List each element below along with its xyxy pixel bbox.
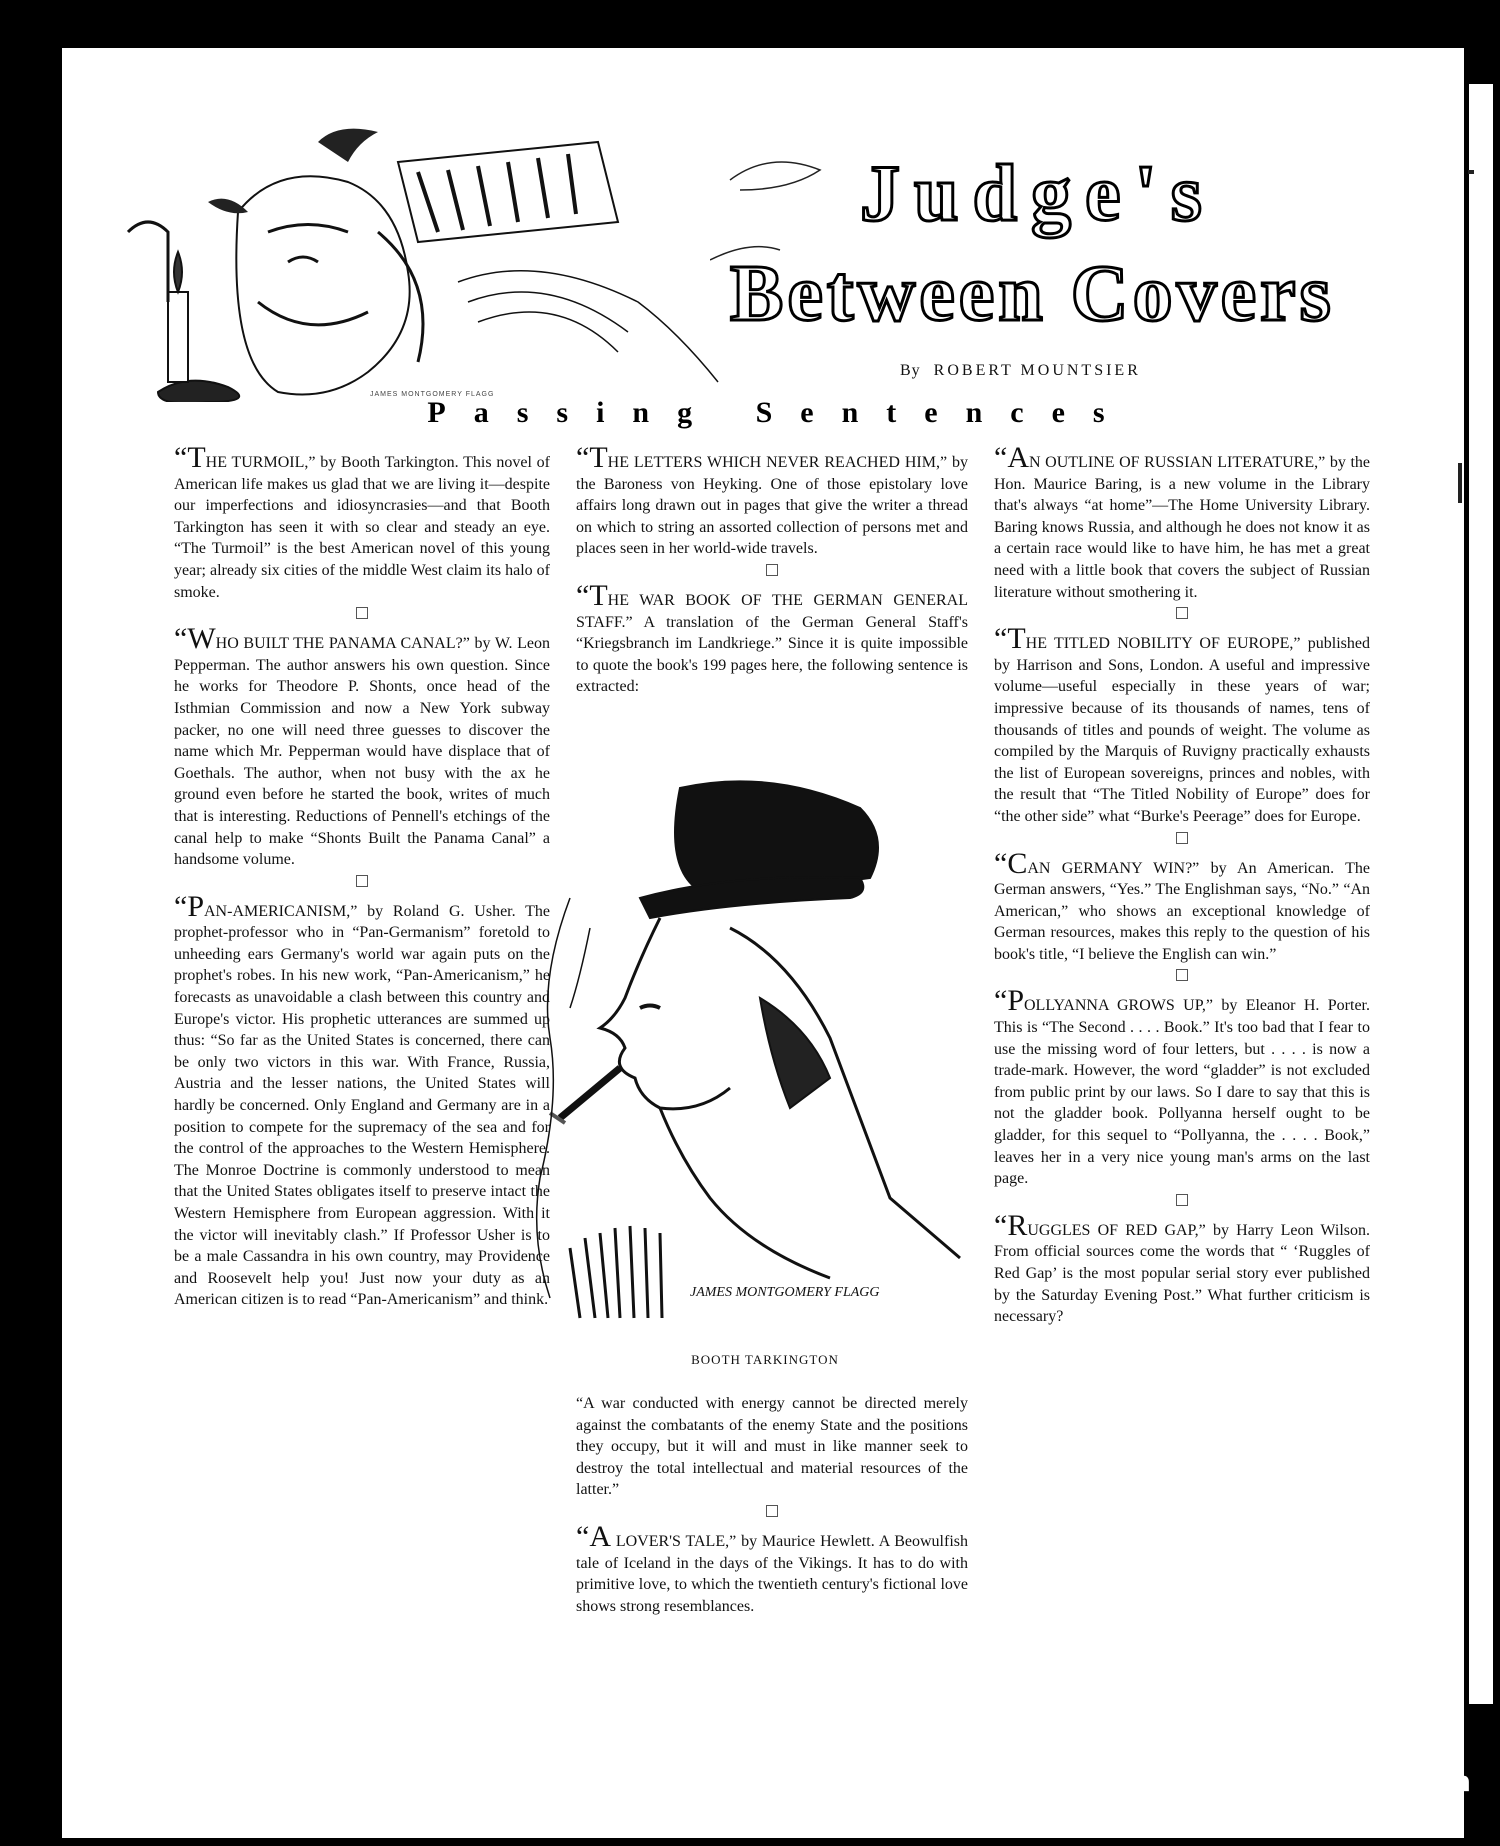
divider-icon xyxy=(356,607,368,619)
drop-cap: “T xyxy=(576,441,608,474)
column-3 xyxy=(994,441,1370,1328)
divider-icon xyxy=(1176,969,1188,981)
column-2 xyxy=(576,441,968,698)
review-text: LOVER'S TALE,” by Maurice Hewlett. A Beowulfish tale of Iceland in the days of the Vikings. It has to do with primitive love, to which the twentieth century's fictional love shows strong resemblances. xyxy=(576,1532,968,1615)
review-text: HE LETTERS WHICH NEVER REACHED HIM,” by the Baroness von Heyking. One of those epistolary love affairs long drawn out in pages that give the writer a thread on which to string an assorted collection of persons met and places seen in her world-wide travels. xyxy=(576,454,968,558)
column-1 xyxy=(174,441,550,1311)
review-entry xyxy=(174,889,550,1311)
review-entry xyxy=(174,622,550,871)
drop-cap: “T xyxy=(576,578,608,612)
divider-icon xyxy=(766,1505,778,1517)
review-text: HO BUILT THE PANAMA CANAL?” by W. Leon Pepperman. The author answers his own question. Since he works for Theodore P. Shonts, once head of the Isthmian Commission and now a New York subway packer, no one will need three guesses to discover the name which Mr. Pepperman would have displace that of Goethals. The author, when not busy with the ax he ground even before he started the book, writes of much that is interesting. Reductions of Pennell's etchings of the canal help to make “Shonts Built the Panama Canal” a handsome volume. xyxy=(174,635,550,869)
review-text: AN GERMANY WIN?” by An American. The German answers, “Yes.” The Englishman says, “No.” “An American,” who shows an exceptional knowledge of German resources, makes this reply to the question of his book's title, “I believe the English can win.” xyxy=(994,859,1370,963)
drop-cap: “T xyxy=(174,441,206,474)
review-text: AN-AMERICANISM,” by Roland G. Usher. The prophet-professor who in “Pan-Germanism” foretold to unheeding ears Germany's world war again puts on the prophet's robes. In his new work, “Pan-Americanism,” he forecasts as unavoidable a clash between this country and Europe's victor. His prophetic utterances are summed up thus: “So far as the United States is concerned, there can be only two victors in this war. With France, Russia, Austria and the lesser nations, the United States will hardly be concerned. Only England and Germany are in a position to compete for the supremacy of the sea and for the control of the approaches to the Western Hemisphere. The Monroe Doctrine is commonly understood to mean that the United States obligates itself to preserve intact the Western Hemisphere from European aggression. With it the victor will inevitably clash.” If Professor Usher is to be a male Cassandra in his own country, may Providence and Roosevelt help you! Just now your duty as an American citizen is to read “Pan-Americanism” and think. xyxy=(174,902,550,1309)
divider-icon xyxy=(356,875,368,887)
divider-icon xyxy=(1176,1194,1188,1206)
drop-cap: “C xyxy=(994,846,1028,880)
review-entry xyxy=(994,846,1370,966)
drop-cap: “A xyxy=(576,1519,611,1553)
site-watermark: comicbooks.com xyxy=(1197,1765,1472,1798)
divider-icon xyxy=(1176,832,1188,844)
page-edge xyxy=(1469,84,1493,1704)
review-text: “A war conducted with energy cannot be directed merely against the combatants of the enemy State and the positions they occupy, but it will and must in like manner seek to destroy the total intellectual and material resources of the latter.” xyxy=(576,1395,968,1499)
column-2-bottom xyxy=(576,1393,968,1617)
review-entry xyxy=(576,1519,968,1617)
drop-cap: “P xyxy=(994,984,1024,1018)
review-entry xyxy=(576,441,968,560)
review-text: OLLYANNA GROWS UP,” by Eleanor H. Porter. This is “The Second . . . . Book.” It's too bad that I fear to use the missing word of four letters, but . . . . is now a trade-mark. However, the word “gladder” is not excluded from public print by our laws. So I dare to say that this is not the gladder book. Pollyanna herself ought to be gladder, for this sequel to “Pollyanna, the . . . . Book,” leaves her in a very nice young man's arms on the last page. xyxy=(994,997,1370,1188)
edge-mark xyxy=(1458,463,1462,503)
ornate-title xyxy=(710,140,1370,340)
review-text: N OUTLINE OF RUSSIAN LITERATURE,” by the Hon. Maurice Baring, is a new volume in the Library that's always “at home”—The Home University Library. Baring knows Russia, and although he does not know it as a certain race would like to have him, he has met a great need with a little book that covers the subject of Russian literature without smothering it. xyxy=(994,454,1370,601)
drop-cap: “A xyxy=(994,441,1029,474)
review-text: UGGLES OF RED GAP,” by Harry Leon Wilson. From official sources come the words that “ ‘Ruggles of Red Gap’ is the most popular serial story ever published by the Saturday Evening Post.” What further criticism is necessary? xyxy=(994,1221,1370,1326)
header-art-signature: JAMES MONTGOMERY FLAGG xyxy=(370,391,495,398)
review-entry xyxy=(994,441,1370,603)
illustration-caption: BOOTH TARKINGTON xyxy=(691,1352,839,1367)
review-entry xyxy=(994,984,1370,1189)
quote-text xyxy=(576,1393,968,1501)
byline-by: By xyxy=(900,362,921,379)
review-entry xyxy=(174,441,550,603)
review-text: HE TURMOIL,” by Booth Tarkington. This novel of American life makes us glad that we are living it—despite our imperfections and idiosyncrasies—and that Booth Tarkington has seen it with so clear and steady an eye. “The Turmoil” is the best American novel of this young year; already six cities of the middle West claim its halo of smoke. xyxy=(174,454,550,601)
edge-mark xyxy=(1468,170,1474,174)
drop-cap: “W xyxy=(174,622,216,656)
title-line-1: Judge's xyxy=(860,150,1216,238)
illustration-signature: JAMES MONTGOMERY FLAGG xyxy=(690,1285,880,1300)
divider-icon xyxy=(1176,607,1188,619)
drop-cap: “T xyxy=(994,622,1026,656)
review-entry xyxy=(576,578,968,698)
drop-cap: “R xyxy=(994,1208,1028,1242)
title-line-2: Between Covers xyxy=(730,250,1335,338)
booth-tarkington-illustration xyxy=(530,778,980,1338)
review-entry xyxy=(994,1208,1370,1328)
byline-author: ROBERT MOUNTSIER xyxy=(933,362,1141,379)
divider-icon xyxy=(766,564,778,576)
review-text: HE TITLED NOBILITY OF EUROPE,” published by Harrison and Sons, London. A useful and impressive volume—useful especially in these years of war; impressive because of its thousands of names, tens of thousands of titles and pounds of weight. The volume as compiled by the Marquis of Ruvigny practically exhausts the list of European sovereigns, princes and nobles, with the result that “The Titled Nobility of Europe” does for “the other side” what “Burke's Peerage” does for Europe. xyxy=(994,635,1370,825)
review-text: HE WAR BOOK OF THE GERMAN GENERAL STAFF.” A translation of the German General Staff's “Kriegsbranch im Landkriege.” Since it is quite impossible to quote the book's 199 pages here, the following sentence is extracted: xyxy=(576,591,968,696)
review-entry xyxy=(994,622,1370,827)
header-illustration xyxy=(118,102,738,402)
section-title: Passing Sentences xyxy=(427,396,1133,429)
drop-cap: “P xyxy=(174,889,204,923)
byline xyxy=(900,362,1141,380)
